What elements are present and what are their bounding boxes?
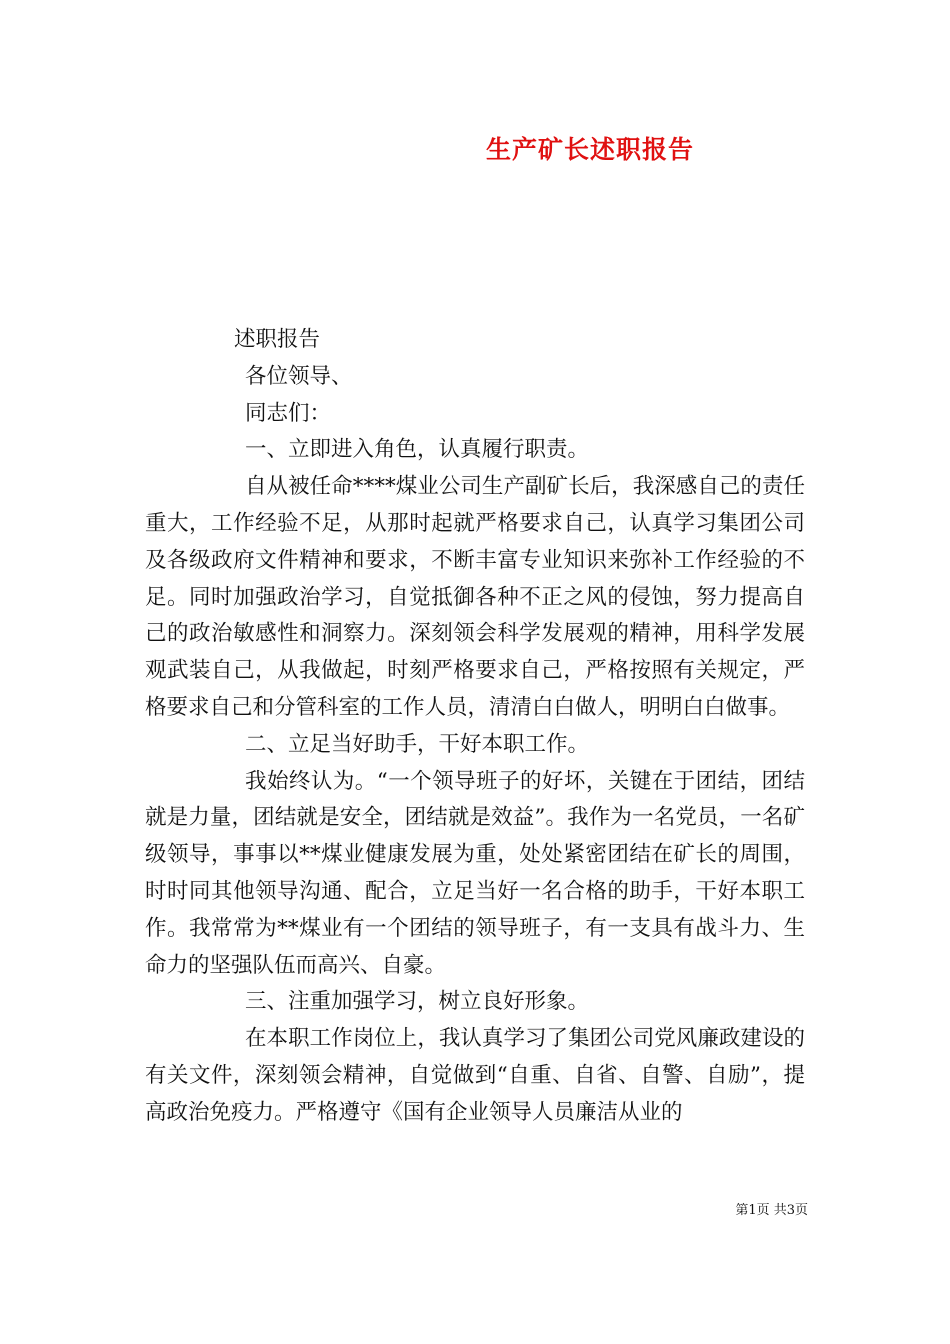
paragraph-section-body-2: 我始终认为。“一个领导班子的好坏，关键在于团结，团结就是力量，团结就是安全，团结就是效益”。我作为一名党员，一名矿级领导，事事以**煤业健康发展为重，处处紧密团结在矿长的周围，时时同其他领导沟通、配合，立足当好一名合格的助手，干好本职工作。我常常为**煤业有一个团结的领导班子，有一支具有战斗力、生命力的坚强队伍而高兴、自豪。 <box>145 768 805 978</box>
paragraph-report-heading: 述职报告 <box>234 327 321 352</box>
page-footer: 第1页 共3页 <box>735 1203 808 1218</box>
paragraph-section-heading-1: 一、立即进入角色，认真履行职责。 <box>245 437 590 463</box>
paragraph-section-body-3: 在本职工作岗位上，我认真学习了集团公司党风廉政建设的有关文件，深刻领会精神，自觉做到“自重、自省、自警、自励”，提高政治免疫力。严格遵守《国有企业领导人员廉洁从业的 <box>145 1026 805 1125</box>
document-body <box>145 322 805 1132</box>
paragraph-salutation-leaders: 各位领导、 <box>245 363 353 389</box>
document-title: 生产矿长述职报告 <box>485 135 694 164</box>
paragraph-section-heading-3: 三、注重加强学习，树立良好形象。 <box>245 989 590 1015</box>
paragraph-section-body-1: 自从被任命****煤业公司生产副矿长后，我深感自己的责任重大，工作经验不足，从那时起就严格要求自己，认真学习集团公司及各级政府文件精神和要求，不断丰富专业知识来弥补工作经验的不足。同时加强政治学习，自觉抵御各种不正之风的侵蚀，努力提高自己的政治敏感性和洞察力。深刻领会科学发展观的精神，用科学发展观武装自己，从我做起，时刻严格要求自己，严格按照有关规定，严格要求自己和分管科室的工作人员，清清白白做人，明明白白做事。 <box>145 474 805 720</box>
paragraph-salutation-comrades: 同志们： <box>245 400 332 426</box>
paragraph-section-heading-2: 二、立足当好助手，干好本职工作。 <box>245 731 590 757</box>
